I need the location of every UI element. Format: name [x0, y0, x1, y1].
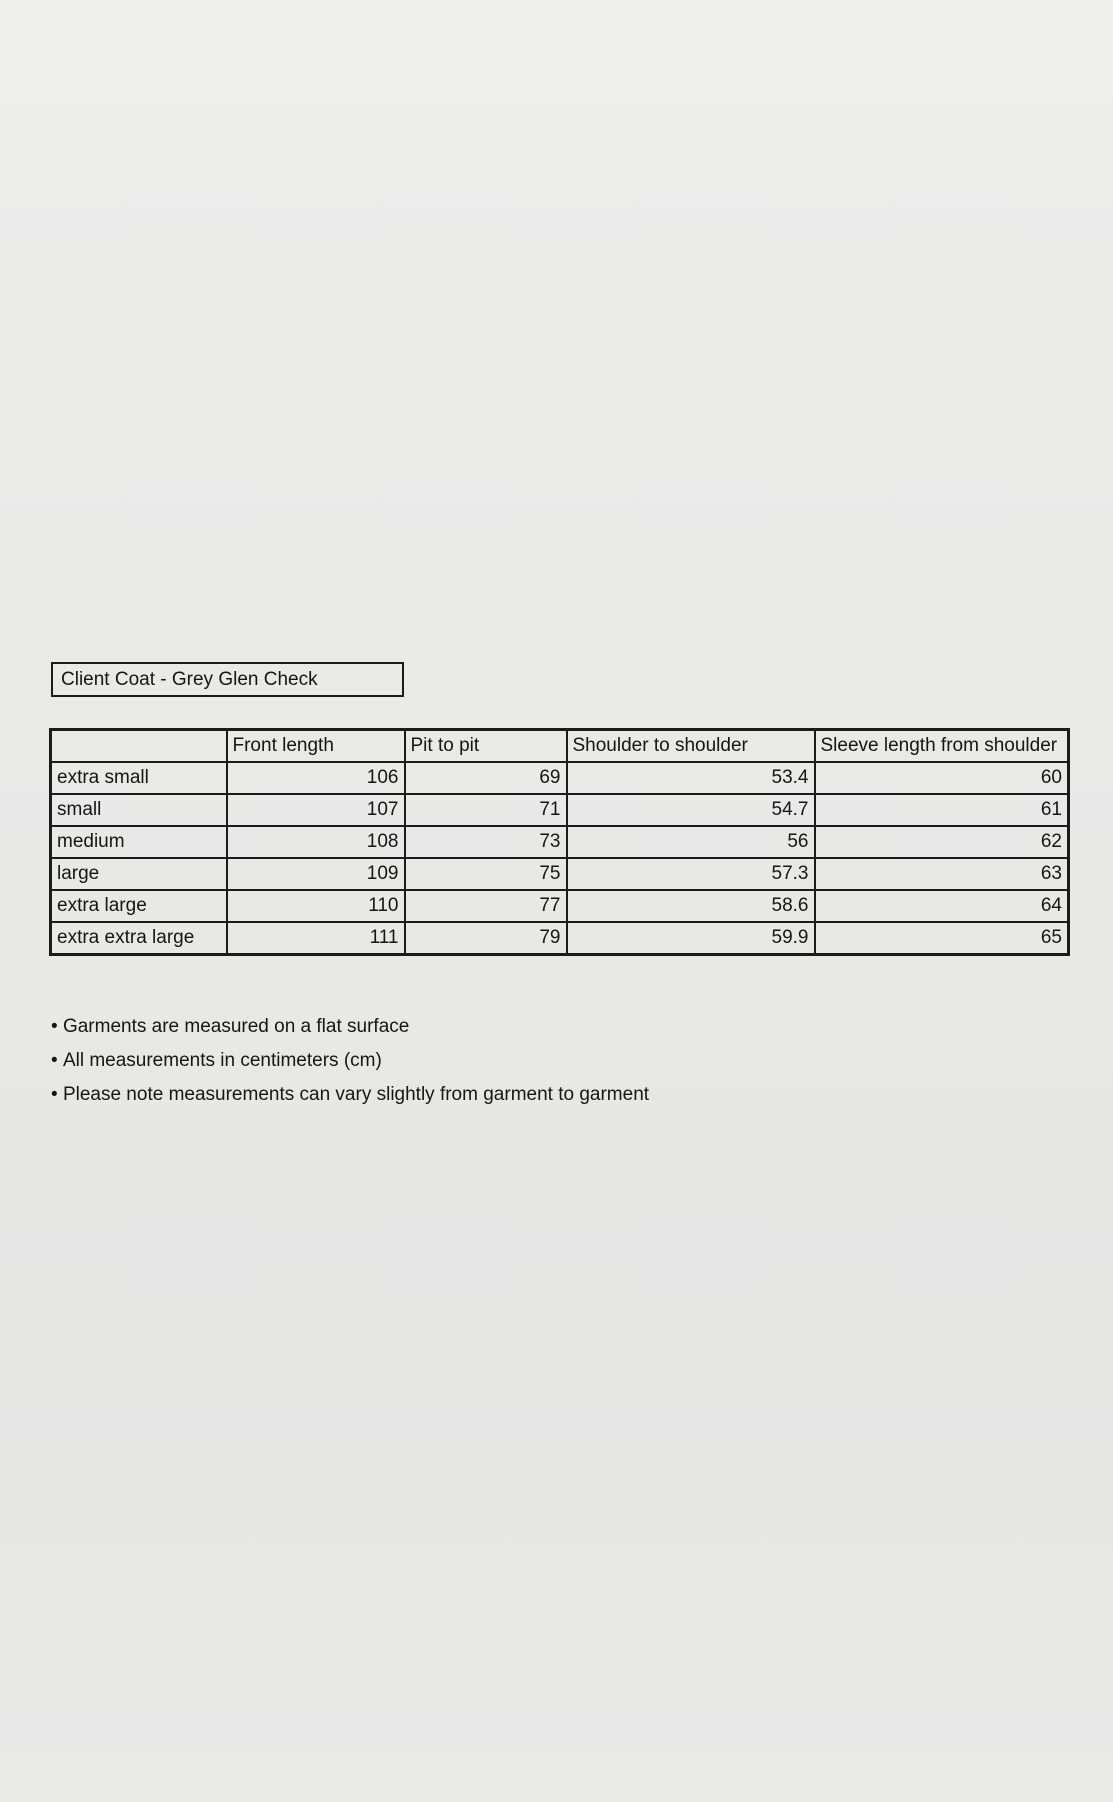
table-row: [51, 858, 1069, 890]
shoulder-to-shoulder-cell: 56: [567, 826, 815, 858]
size-cell: extra small: [51, 762, 227, 794]
shoulder-to-shoulder-cell: 54.7: [567, 794, 815, 826]
size-chart-table: [49, 728, 1070, 956]
shoulder-to-shoulder-cell: 53.4: [567, 762, 815, 794]
pit-to-pit-cell: 77: [405, 890, 567, 922]
size-cell: large: [51, 858, 227, 890]
size-cell: extra extra large: [51, 922, 227, 955]
front-length-cell: 111: [227, 922, 405, 955]
pit-to-pit-cell: 79: [405, 922, 567, 955]
note-centimeters: • All measurements in centimeters (cm): [51, 1044, 649, 1078]
size-cell: extra large: [51, 890, 227, 922]
shoulder-to-shoulder-cell: 57.3: [567, 858, 815, 890]
size-cell: small: [51, 794, 227, 826]
pit-to-pit-cell: 69: [405, 762, 567, 794]
header-row: [51, 730, 1069, 763]
table-row: [51, 762, 1069, 794]
table-row: [51, 890, 1069, 922]
front-length-cell: 110: [227, 890, 405, 922]
column-header-pit-to-pit: Pit to pit: [405, 730, 567, 763]
sleeve-length-cell: 61: [815, 794, 1069, 826]
shoulder-to-shoulder-cell: 58.6: [567, 890, 815, 922]
front-length-cell: 107: [227, 794, 405, 826]
column-header-sleeve-length: Sleeve length from shoulder: [815, 730, 1069, 763]
product-title-box: [51, 662, 404, 697]
table-row: [51, 794, 1069, 826]
note-flat-surface: • Garments are measured on a flat surface: [51, 1010, 649, 1044]
column-header-shoulder-to-shoulder: Shoulder to shoulder: [567, 730, 815, 763]
sleeve-length-cell: 64: [815, 890, 1069, 922]
front-length-cell: 106: [227, 762, 405, 794]
front-length-cell: 108: [227, 826, 405, 858]
table-row: [51, 826, 1069, 858]
shoulder-to-shoulder-cell: 59.9: [567, 922, 815, 955]
sleeve-length-cell: 60: [815, 762, 1069, 794]
product-title: Client Coat - Grey Glen Check: [61, 668, 318, 690]
measurement-notes: [51, 1010, 649, 1112]
note-variance: • Please note measurements can vary slightly from garment to garment: [51, 1078, 649, 1112]
sleeve-length-cell: 65: [815, 922, 1069, 955]
sleeve-length-cell: 62: [815, 826, 1069, 858]
sleeve-length-cell: 63: [815, 858, 1069, 890]
table-row: [51, 922, 1069, 955]
pit-to-pit-cell: 73: [405, 826, 567, 858]
column-header-size: [51, 730, 227, 763]
column-header-front-length: Front length: [227, 730, 405, 763]
size-cell: medium: [51, 826, 227, 858]
pit-to-pit-cell: 71: [405, 794, 567, 826]
front-length-cell: 109: [227, 858, 405, 890]
pit-to-pit-cell: 75: [405, 858, 567, 890]
